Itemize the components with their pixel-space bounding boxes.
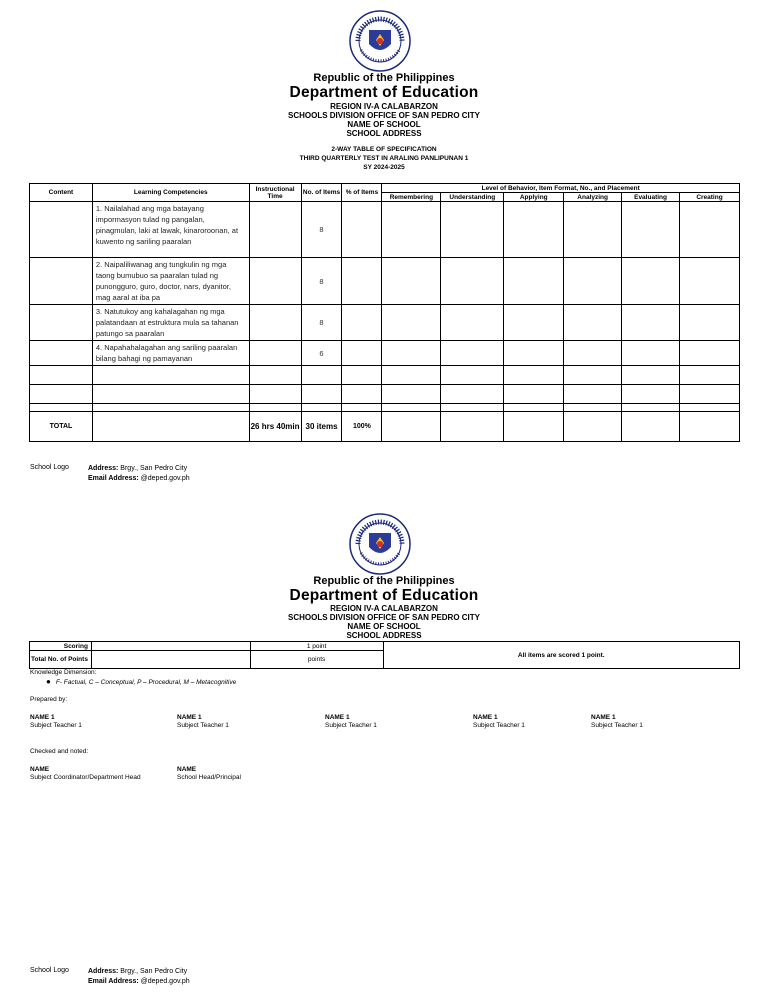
address-value: Brgy., San Pedro City [120, 968, 188, 975]
table-row [30, 404, 740, 412]
address-label: Address: [88, 465, 119, 472]
republic-label: Republic of the Philippines [313, 575, 455, 587]
level-evaluating: Evaluating [622, 193, 680, 202]
email-line [88, 978, 190, 985]
col-time: Instructional Time [249, 184, 301, 202]
col-content: Content [30, 184, 93, 202]
address-line [88, 465, 187, 472]
school-name: NAME OF SCHOOL [347, 120, 421, 129]
knowledge-bullet [46, 677, 236, 686]
signer-2: NAME 1 Subject Teacher 1 [177, 714, 229, 729]
total-points-label: Total No. of Points [30, 651, 92, 669]
level-applying: Applying [504, 193, 564, 202]
school-logo-label: School Logo [30, 464, 69, 471]
col-percent: % of Items [342, 184, 382, 202]
knowledge-text: F- Factual, C – Conceptual, P – Procedural, M – Metacognitive [55, 679, 237, 686]
total-label: TOTAL [30, 412, 93, 442]
tos-title: 2-WAY TABLE OF SPECIFICATION [331, 146, 437, 153]
items-1: 8 [301, 202, 342, 258]
school-address: SCHOOL ADDRESS [346, 631, 422, 640]
region-label: REGION IV-A CALABARZON [330, 102, 438, 111]
scoring-note: All items are scored 1 point. [383, 642, 740, 669]
total-time: 26 hrs 40min [249, 412, 301, 442]
competency-2: 2. Naipaliliwanag ang tungkulin ng mga taong bumubuo sa paaralan tulad ng punongguro, guro, doctor, nars, dyanitor, mag aaral at iba pa [92, 258, 249, 305]
email-value: @deped.gov.ph [140, 978, 190, 985]
republic-label: Republic of the Philippines [313, 72, 455, 84]
deped-seal-icon [349, 513, 411, 575]
competency-1: 1. Nailalahad ang mga batayang impormasyon tulad ng pangalan, pinagmulan, laki at lawak, kinaroroonan, at kuwento ng sariling paaralan [92, 202, 249, 258]
school-logo-label: School Logo [30, 967, 69, 974]
items-3: 8 [301, 305, 342, 341]
school-name: NAME OF SCHOOL [347, 622, 421, 631]
prepared-label: Prepared by: [30, 696, 68, 703]
school-address: SCHOOL ADDRESS [346, 129, 422, 138]
level-header: Level of Behavior, Item Format, No., and Placement [382, 184, 740, 193]
table-row [30, 305, 740, 341]
table-row [30, 366, 740, 385]
table-row [30, 202, 740, 258]
signer-4: NAME 1 Subject Teacher 1 [473, 714, 525, 729]
level-remembering: Remembering [382, 193, 441, 202]
email-line [88, 475, 190, 482]
total-percent: 100% [342, 412, 382, 442]
table-row [30, 341, 740, 366]
deped-seal-icon [349, 10, 411, 72]
test-title: THIRD QUARTERLY TEST IN ARALING PANLIPUNAN 1 [299, 155, 469, 162]
table-row [30, 385, 740, 404]
department-title: Department of Education [289, 84, 479, 101]
region-label: REGION IV-A CALABARZON [330, 604, 438, 613]
scoring-label: Scoring [30, 642, 92, 651]
table-row [30, 258, 740, 305]
competency-3: 3. Natutukoy ang kahalagahan ng mga palatandaan at estruktura mula sa tahanan patungo sa paaralan [92, 305, 249, 341]
level-creating: Creating [680, 193, 740, 202]
bullet-icon: ● [46, 677, 51, 686]
address-line [88, 968, 187, 975]
level-understanding: Understanding [441, 193, 504, 202]
scoring-table [29, 641, 740, 669]
school-year: SY 2024-2025 [363, 164, 405, 171]
total-items: 30 items [301, 412, 342, 442]
scoring-value: 1 point [250, 642, 383, 651]
department-title: Department of Education [289, 587, 479, 604]
address-label: Address: [88, 968, 119, 975]
items-2: 8 [301, 258, 342, 305]
division-label: SCHOOLS DIVISION OFFICE OF SAN PEDRO CITY [287, 613, 480, 622]
email-value: @deped.gov.ph [140, 475, 190, 482]
division-label: SCHOOLS DIVISION OFFICE OF SAN PEDRO CITY [287, 111, 480, 120]
coordinator-signer: NAME Subject Coordinator/Department Head [30, 766, 141, 781]
col-competencies: Learning Competencies [92, 184, 249, 202]
signer-5: NAME 1 Subject Teacher 1 [591, 714, 643, 729]
items-4: 6 [301, 341, 342, 366]
tos-table [29, 183, 740, 442]
total-points-value: points [250, 651, 383, 669]
checked-label: Checked and noted: [30, 748, 89, 755]
email-label: Email Address: [88, 475, 139, 482]
total-row [30, 412, 740, 442]
competency-4: 4. Napahahalagahan ang sariling paaralan bilang bahagi ng pamayanan [92, 341, 249, 366]
col-items: No. of Items [301, 184, 342, 202]
signer-3: NAME 1 Subject Teacher 1 [325, 714, 377, 729]
address-value: Brgy., San Pedro City [120, 465, 188, 472]
principal-signer: NAME School Head/Principal [177, 766, 241, 781]
email-label: Email Address: [88, 978, 139, 985]
signer-1: NAME 1 Subject Teacher 1 [30, 714, 82, 729]
level-analyzing: Analyzing [564, 193, 622, 202]
knowledge-label: Knowledge Dimension: [30, 669, 97, 676]
